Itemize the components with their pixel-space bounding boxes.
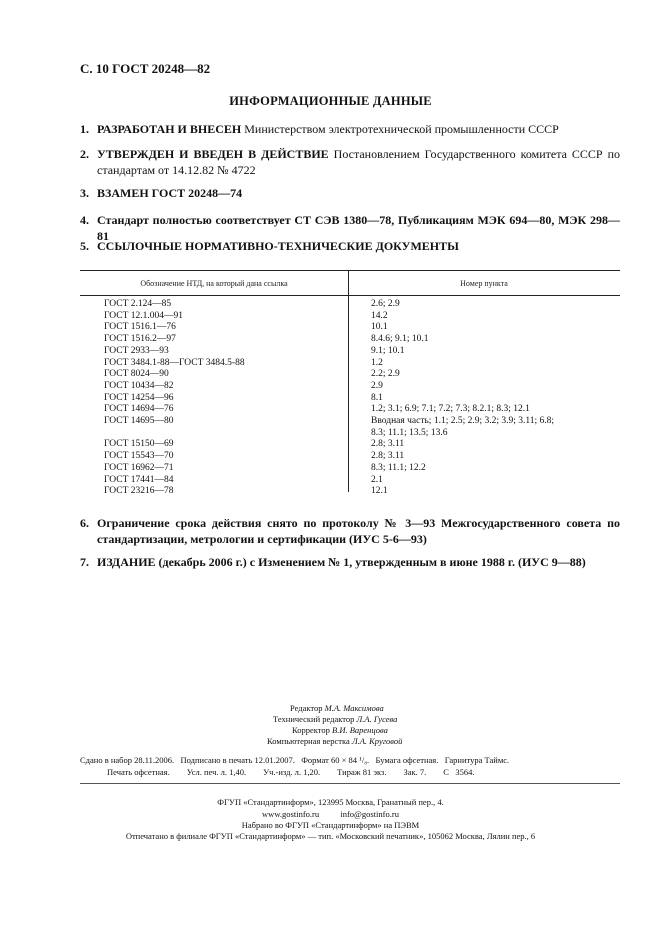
table-cell-clause xyxy=(348,358,620,370)
clause-line: 10.1 xyxy=(371,322,388,333)
table-header-rule xyxy=(80,295,620,296)
table-row xyxy=(80,451,620,463)
table-cell-clause xyxy=(348,463,620,475)
info-item-1 xyxy=(80,121,620,137)
credit-tech-editor: Технический редактор Л.А. Гусева xyxy=(273,714,398,724)
table-cell-clause xyxy=(348,311,620,323)
clause-line: 8.4.6; 9.1; 10.1 xyxy=(371,334,429,345)
table-cell-clause xyxy=(348,416,620,439)
table-cell-document: ГОСТ 15543—70 xyxy=(104,451,174,462)
item-number: 3. xyxy=(80,186,89,200)
item-number: 4. xyxy=(80,213,89,227)
clause-line: 2.8; 3.11 xyxy=(371,439,405,450)
item-heading: ВЗАМЕН ГОСТ 20248—74 xyxy=(97,186,243,200)
table-row xyxy=(80,358,620,370)
table-cell-clause xyxy=(348,346,620,358)
section-title: ИНФОРМАЦИОННЫЕ ДАННЫЕ xyxy=(229,94,432,108)
table-row xyxy=(80,346,620,358)
table-cell-document: ГОСТ 2933—93 xyxy=(104,345,169,356)
table-cell-document: ГОСТ 23216—78 xyxy=(104,486,174,497)
item-number: 6. xyxy=(80,516,89,530)
info-item-7 xyxy=(80,554,620,570)
clause-line: 2.2; 2.9 xyxy=(371,369,400,380)
table-header-document: Обозначение НТД, на который дана ссылка xyxy=(140,279,288,288)
table-row xyxy=(80,439,620,451)
table-cell-clause xyxy=(348,475,620,487)
item-text: Ограничение срока действия снято по протоколу № 3—93 Межгосударственного совета по стандартизации, метрологии и сертификации (ИУС 5-6—93) xyxy=(97,516,620,546)
table-row xyxy=(80,381,620,393)
clause-line: 14.2 xyxy=(371,310,388,321)
table-row xyxy=(80,393,620,405)
item-heading: ССЫЛОЧНЫЕ НОРМАТИВНО-ТЕХНИЧЕСКИЕ ДОКУМЕНТЫ xyxy=(97,239,459,253)
item-text: (декабрь 2006 г.) с Изменением № 1, утвержденным в июне 1988 г. (ИУС 9—88) xyxy=(155,555,586,569)
table-row xyxy=(80,404,620,416)
clause-line: 2.1 xyxy=(371,474,383,485)
imprint-divider xyxy=(80,783,620,784)
item-heading: РАЗРАБОТАН И ВНЕСЕН xyxy=(97,122,242,136)
table-cell-document: ГОСТ 2.124—85 xyxy=(104,299,172,309)
info-item-3 xyxy=(80,185,620,201)
table-cell-clause xyxy=(348,322,620,334)
table-cell-clause xyxy=(348,381,620,393)
imprint-line-1: Сдано в набор 28.11.2006. Подписано в печать 12.01.2007. Формат 60 × 84 ¹/₈. Бумага офсетная. Гарнитура Таймс. xyxy=(80,755,510,765)
table-cell-document: ГОСТ 14695—80 xyxy=(104,416,174,427)
table-cell-clause xyxy=(348,439,620,451)
table-body xyxy=(80,299,620,498)
table-cell-clause xyxy=(348,334,620,346)
clause-line: 2.6; 2.9 xyxy=(371,299,400,309)
footer-printed: Отпечатано в филиале ФГУП «Стандартинформ» — тип. «Московский печатник», 105062 Москва, Лялин пер., 6 xyxy=(125,831,536,841)
table-row xyxy=(80,322,620,334)
table-cell-clause xyxy=(348,393,620,405)
table-cell-document: ГОСТ 17441—84 xyxy=(104,474,174,485)
table-row xyxy=(80,475,620,487)
table-cell-document: ГОСТ 15150—69 xyxy=(104,439,174,450)
table-cell-clause xyxy=(348,451,620,463)
clause-line: 1.2 xyxy=(371,357,383,368)
info-item-6 xyxy=(80,515,620,547)
table-row xyxy=(80,334,620,346)
item-text: Постановлением Государственного комитета СССР по стандартам от 14.12.82 № 4722 xyxy=(97,147,620,177)
credit-layout: Компьютерная верстка Л.А. Круговой xyxy=(267,736,403,746)
clause-line: 1.2; 3.1; 6.9; 7.1; 7.2; 7.3; 8.2.1; 8.3; 12.1 xyxy=(371,404,530,415)
item-text: Министерством электротехнической промышленности СССР xyxy=(241,122,559,136)
table-cell-document: ГОСТ 3484.1-88—ГОСТ 3484.5-88 xyxy=(104,357,245,368)
table-row xyxy=(80,311,620,323)
table-cell-document: ГОСТ 16962—71 xyxy=(104,462,174,473)
clause-line: 8.3; 11.1; 12.2 xyxy=(371,462,426,473)
table-cell-document: ГОСТ 14694—76 xyxy=(104,404,174,415)
table-cell-document: ГОСТ 10434—82 xyxy=(104,380,174,391)
info-item-5 xyxy=(80,238,620,254)
item-heading: ИЗДАНИЕ xyxy=(97,555,156,569)
footer-typeset: Набрано во ФГУП «Стандартинформ» на ПЭВМ xyxy=(241,820,420,830)
item-number: 1. xyxy=(80,122,89,136)
table-cell-clause xyxy=(348,404,620,416)
clause-line: 9.1; 10.1 xyxy=(371,345,405,356)
credit-corrector: Корректор В.И. Варенцова xyxy=(292,725,388,735)
table-header-clause: Номер пункта xyxy=(460,279,508,288)
table-row xyxy=(80,299,620,311)
imprint-line-2: Печать офсетная. Усл. печ. л. 1,40. Уч.-изд. л. 1,20. Тираж 81 экз. Зак. 7. С 3564. xyxy=(107,767,475,777)
table-cell-document: ГОСТ 1516.2—97 xyxy=(104,334,176,345)
table-row xyxy=(80,486,620,498)
table-row xyxy=(80,369,620,381)
footer-web: www.gostinfo.ru info@gostinfo.ru xyxy=(262,809,399,819)
item-number: 2. xyxy=(80,147,89,161)
clause-line: 8.1 xyxy=(371,392,383,403)
table-cell-document: ГОСТ 14254—96 xyxy=(104,392,174,403)
page-header: С. 10 ГОСТ 20248—82 xyxy=(80,61,211,76)
table-row xyxy=(80,416,620,439)
clause-line: 2.9 xyxy=(371,380,383,391)
credit-editor: Редактор М.А. Максимова xyxy=(290,703,384,713)
table-cell-clause xyxy=(348,486,620,498)
item-text: Стандарт полностью соответствует СТ СЭВ 1380—78, Публикациям МЭК 694—80, МЭК 298—81 xyxy=(97,213,620,243)
footer-publisher: ФГУП «Стандартинформ», 123995 Москва, Гранатный пер., 4. xyxy=(217,797,444,807)
info-item-2 xyxy=(80,146,620,178)
table-cell-clause xyxy=(348,299,620,311)
table-row xyxy=(80,463,620,475)
clause-line: 8.3; 11.1; 13.5; 13.6 xyxy=(371,427,448,438)
item-number: 7. xyxy=(80,555,89,569)
clause-line: Вводная часть; 1.1; 2.5; 2.9; 3.2; 3.9; 3.11; 6.8; xyxy=(371,416,555,427)
item-heading: УТВЕРЖДЕН И ВВЕДЕН В ДЕЙСТВИЕ xyxy=(97,147,329,161)
table-cell-document: ГОСТ 1516.1—76 xyxy=(104,322,176,333)
table-cell-document: ГОСТ 12.1.004—91 xyxy=(104,310,183,321)
clause-line: 2.8; 3.11 xyxy=(371,451,405,462)
table-cell-clause xyxy=(348,369,620,381)
table-top-rule xyxy=(80,270,620,271)
table-cell-document: ГОСТ 8024—90 xyxy=(104,369,169,380)
item-number: 5. xyxy=(80,239,89,253)
clause-line: 12.1 xyxy=(371,486,388,497)
